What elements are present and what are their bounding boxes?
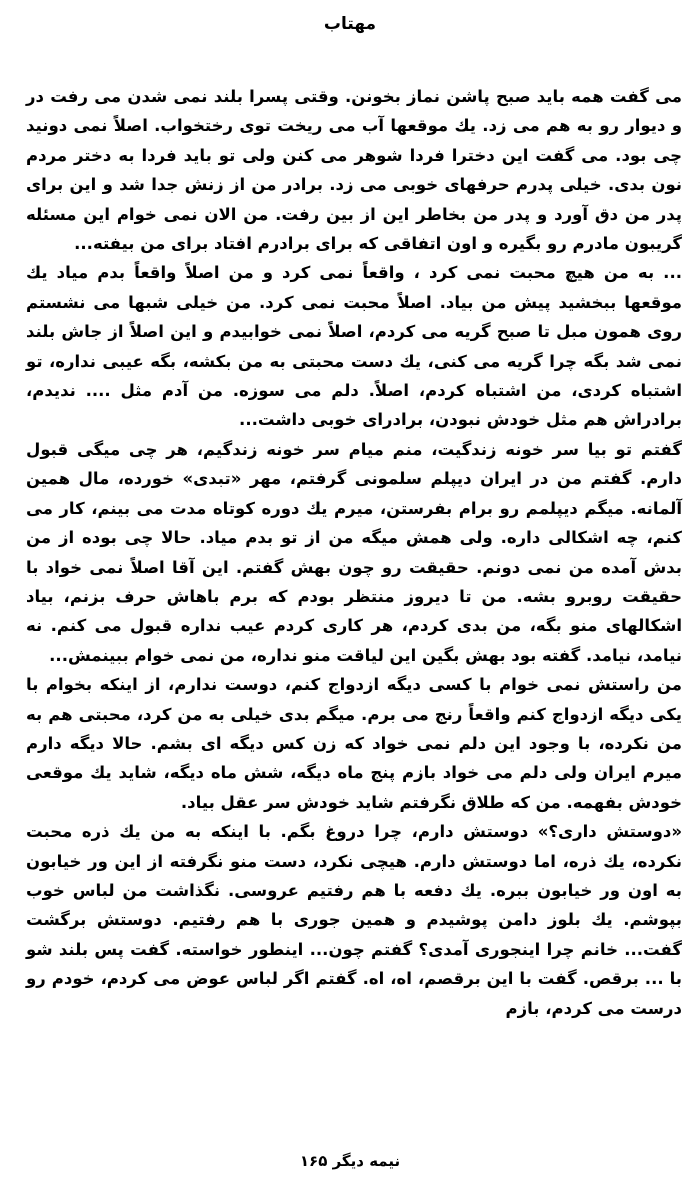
paragraph-2: ... به من هیچ محبت نمی کرد ، واقعاً نمی کرد و من اصلاً واقعاً بدم میاد یك موقعها ببخشید پیش من بیاد. اصلاً محبت نمی کرد. من خیلی شبها می نشستم روی همون مبل تا صبح گریه می کردم، اصلاً نمی خوابیدم و این اصلاً از جاش بلند نمی شد بگه چرا گریه می کنی، یك دست محبتی به من بکشه، بگه عیبی نداره، تو اشتباه کردی، من اشتباه کردم، اصلاً. دلم می سوزه. من آدم مثل .... ندیدم، برادراش هم مثل خودش نبودن، برادرای خوبی داشت... <box>26 263 682 430</box>
body-text <box>26 82 682 1023</box>
paragraph-3: گفتم تو بیا سر خونه زندگیت، منم میام سر خونه زندگیم، هر چی میگی قبول دارم. گفتم من در ایران دیپلم سلمونی گرفتم، مهر «تبدی» خورده، مال همین آلمانه. میگم دیپلمم رو برام بفرستن، میرم یك دوره کوتاه مدت می بینم، کار می کنم، چه اشکالی داره. ولی همش میگه من از تو بدم میاد. حالا چی بوده از من بدش آمده من نمی دونم. حقیقت رو چون بهش گفتم. این آقا اصلاً نمی خواد با حقیقت روبرو بشه. من تا دیروز منتظر بودم که برم باهاش حرف بزنم، بیاد اشکالهای منو بگه، من بدی کردم، هر کاری کردم عیب نداره قبول می کنم. نه نیامد، نیامد. گفته بود بهش بگین این لیاقت منو نداره، من نمی خوام ببینمش... <box>26 439 682 665</box>
paragraph-1: می گفت همه باید صبح پاشن نماز بخونن. وقتی پسرا بلند نمی شدن می رفت در و دیوار رو به هم می زد. یك موقعها آب می ریخت توی رختخواب. اصلاً نمی دونید چی بود. می گفت این دخترا فردا شوهر می کنن ولی تو باید فردا به دختر مردم نون بدی. خیلی پدرم حرفهای خوبی می زد. برادر من از زنش جدا شد و این برای پدر من دق آورد و پدر من بخاطر این از بین رفت. من الان نمی خوام این مسئله گریبون مادرم رو بگیره و اون اتفاقی که برای برادرم افتاد برای من بیفته... <box>26 87 682 254</box>
paragraph-4: من راستش نمی خوام با کسی دیگه ازدواج کنم، دوست ندارم، از اینکه بخوام با یکی دیگه ازدواج کنم واقعاً رنج می برم. میگم بدی خیلی به من کرد، محبتی هم به من نکرده، با وجود این دلم نمی خواد که زن کس دیگه ای بشم. حالا دیگه دارم میرم ایران ولی دلم می خواد بازم پنج ماه دیگه، شش ماه دیگه، شاید یك موقعی خودش بفهمه. من که طلاق نگرفتم شاید خودش سر عقل بیاد. <box>26 675 682 812</box>
page-header-title: مهتاب <box>323 14 377 34</box>
paragraph-5: «دوستش داری؟» دوستش دارم، چرا دروغ بگم. با اینکه به من یك ذره محبت نکرده، یك ذره، اما دوستش دارم. هیچی نکرد، دست منو نگرفته از این ور خیابون به اون ور خیابون ببره. یك دفعه با هم رفتیم عروسی. نگذاشت من لباس خوب بپوشم. یك بلوز دامن پوشیدم و همین جوری با هم رفتیم. دوستش برگشت گفت... خانم چرا اینجوری آمدی؟ گفتم چون... اینطور خواسته. گفت پس بلند شو با ... برقص. گفت با این برقصم، اه، اه. گفتم اگر لباس عوض می کردم، خودم رو درست می کردم، بازم <box>26 822 682 1018</box>
page-footer: نیمه دیگر ۱۶۵ <box>299 1152 401 1170</box>
